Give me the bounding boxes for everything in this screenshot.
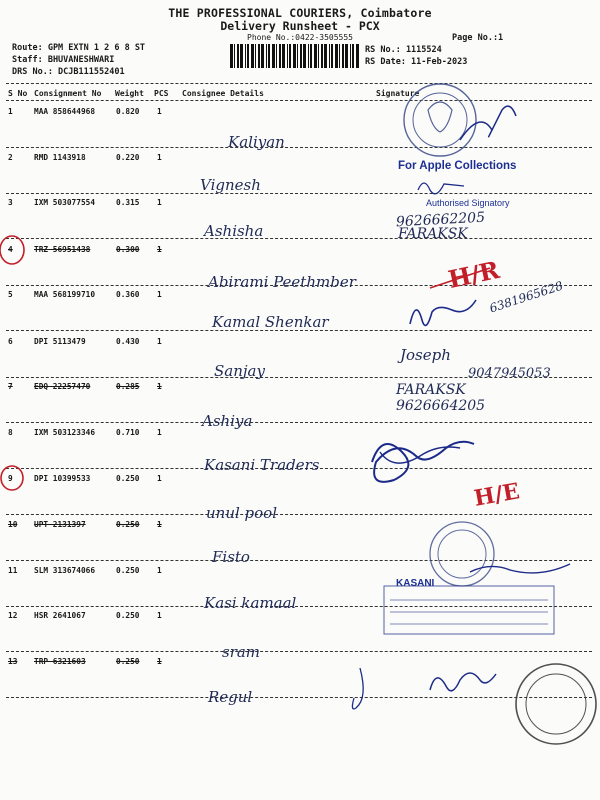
document-subtitle: Delivery Runsheet - PCX <box>220 19 380 33</box>
handwritten-name-1: Kaliyan <box>228 133 285 151</box>
authorised-signatory-stamp: Authorised Signatory <box>426 198 510 208</box>
signature-phone-6: 9047945053 <box>468 366 551 381</box>
col-sno: S No <box>8 89 28 98</box>
handwritten-name-9: unul pool <box>206 504 278 522</box>
row-weight: 0.250 <box>116 474 140 483</box>
row-pcs: 1 <box>157 657 162 666</box>
drs-number: DRS No.: DCJB111552401 <box>12 67 125 77</box>
row-pcs: 1 <box>157 382 162 391</box>
row-consignment-no: DPI 10399533 <box>34 474 91 483</box>
page-number: Page No.:1 <box>452 33 504 43</box>
row-sno: 12 <box>8 611 18 620</box>
row-weight: 0.315 <box>116 198 140 207</box>
row-consignment-no: TRZ 56951438 <box>34 245 91 254</box>
row-weight: 0.250 <box>116 657 140 666</box>
col-consignment: Consignment No <box>34 89 102 98</box>
row-pcs: 1 <box>157 428 162 437</box>
row-pcs: 1 <box>157 198 162 207</box>
handwritten-name-6: Sanjay <box>214 362 265 380</box>
col-pcs: PCS <box>154 89 169 98</box>
col-signature: Signature <box>376 89 420 98</box>
signature-scribble-5 <box>410 300 476 325</box>
signature-phone-3: 9626662205 <box>395 209 486 231</box>
row-sno: 10 <box>8 520 18 529</box>
row-consignment-no: SLM 313674066 <box>34 566 96 575</box>
rect-stamp <box>384 586 554 634</box>
phone-number: Phone No.:0422-3505555 <box>247 33 353 42</box>
row-sno: 8 <box>8 428 13 437</box>
row-weight: 0.300 <box>116 245 140 254</box>
row-weight: 0.710 <box>116 428 140 437</box>
document-title: THE PROFESSIONAL COURIERS, Coimbatore <box>168 6 432 20</box>
col-consignee: Consignee Details <box>182 89 264 98</box>
row-pcs: 1 <box>157 107 162 116</box>
row-consignment-no: EDQ 22257470 <box>34 382 91 391</box>
rs-number: RS No.: 1115524 <box>365 45 442 55</box>
row-sno: 11 <box>8 566 18 575</box>
signature-scribble-1 <box>460 106 516 140</box>
signature-name-3: FARAKSK <box>398 226 468 242</box>
row-weight: 0.430 <box>116 337 140 346</box>
row-weight: 0.285 <box>116 382 140 391</box>
row-pcs: 1 <box>157 153 162 162</box>
col-weight: Weight <box>115 89 144 98</box>
row-weight: 0.220 <box>116 153 140 162</box>
handwritten-name-13: Regul <box>208 688 253 706</box>
red-circle-row-9 <box>1 466 23 490</box>
handwritten-name-2: Vignesh <box>200 176 261 194</box>
row-sno: 2 <box>8 153 13 162</box>
rs-date: RS Date: 11-Feb-2023 <box>365 57 468 67</box>
signature-phone-7: 9626664205 <box>396 398 486 414</box>
row-sno: 13 <box>8 657 18 666</box>
round-seal-chennai <box>516 664 596 744</box>
row-pcs: 1 <box>157 611 162 620</box>
signature-mark-9: H/E <box>472 478 522 512</box>
row-consignment-no: MAA 568199710 <box>34 290 96 299</box>
handwritten-name-8: Kasani Traders <box>204 456 320 474</box>
row-sno: 4 <box>8 245 13 254</box>
row-pcs: 1 <box>157 245 162 254</box>
row-weight: 0.820 <box>116 107 140 116</box>
row-pcs: 1 <box>157 474 162 483</box>
signature-phone-5: 6381965628 <box>487 278 565 316</box>
row-consignment-no: UPT 2131397 <box>34 520 86 529</box>
row-weight: 0.250 <box>116 566 140 575</box>
handwritten-name-12: sram <box>222 643 261 661</box>
row-consignment-no: RMD 1143918 <box>34 153 86 162</box>
kasani-stamp-title: KASANI <box>396 578 435 589</box>
signature-name-6: Joseph <box>400 346 451 364</box>
signature-scribble-11 <box>470 564 570 573</box>
row-sno: 9 <box>8 474 13 483</box>
signature-name-7: FARAKSK <box>396 382 466 398</box>
row-sno: 7 <box>8 382 13 391</box>
row-consignment-no: MAA 858644968 <box>34 107 96 116</box>
row-sno: 5 <box>8 290 13 299</box>
row-sno: 3 <box>8 198 13 207</box>
round-seal-bottom <box>430 522 494 586</box>
row-sno: 1 <box>8 107 13 116</box>
row-pcs: 1 <box>157 337 162 346</box>
row-consignment-no: HSR 2641067 <box>34 611 86 620</box>
signature-mark-4: H/R <box>445 254 502 295</box>
row-sno: 6 <box>8 337 13 346</box>
handwritten-name-11: Kasi kamaal <box>204 594 297 612</box>
row-consignment-no: IXM 503077554 <box>34 198 96 207</box>
signature-scribble-2 <box>418 183 464 194</box>
row-pcs: 1 <box>157 290 162 299</box>
red-circle-row-4 <box>0 236 24 264</box>
red-strike-row-4 <box>430 268 490 288</box>
row-consignment-no: IXM 503123346 <box>34 428 96 437</box>
handwritten-name-5: Kamal Shenkar <box>212 313 329 331</box>
staff-label: Staff: BHUVANESHWARI <box>12 55 115 65</box>
handwritten-name-4: Abirami Peethmber <box>208 273 356 291</box>
route-label: Route: GPM EXTN 1 2 6 8 ST <box>12 43 146 53</box>
handwritten-name-7: Ashiya <box>202 412 253 430</box>
apple-collections-stamp: For Apple Collections <box>398 160 517 172</box>
row-weight: 0.250 <box>116 611 140 620</box>
row-consignment-no: TRP 6321603 <box>34 657 86 666</box>
row-pcs: 1 <box>157 566 162 575</box>
round-seal-top <box>404 84 476 156</box>
signature-scribble-13 <box>430 673 496 691</box>
row-weight: 0.360 <box>116 290 140 299</box>
handwritten-name-10: Fisto <box>212 548 250 566</box>
row-pcs: 1 <box>157 520 162 529</box>
row-consignment-no: DPI 5113479 <box>34 337 86 346</box>
row-weight: 0.250 <box>116 520 140 529</box>
handwritten-name-3: Ashisha <box>204 222 264 240</box>
